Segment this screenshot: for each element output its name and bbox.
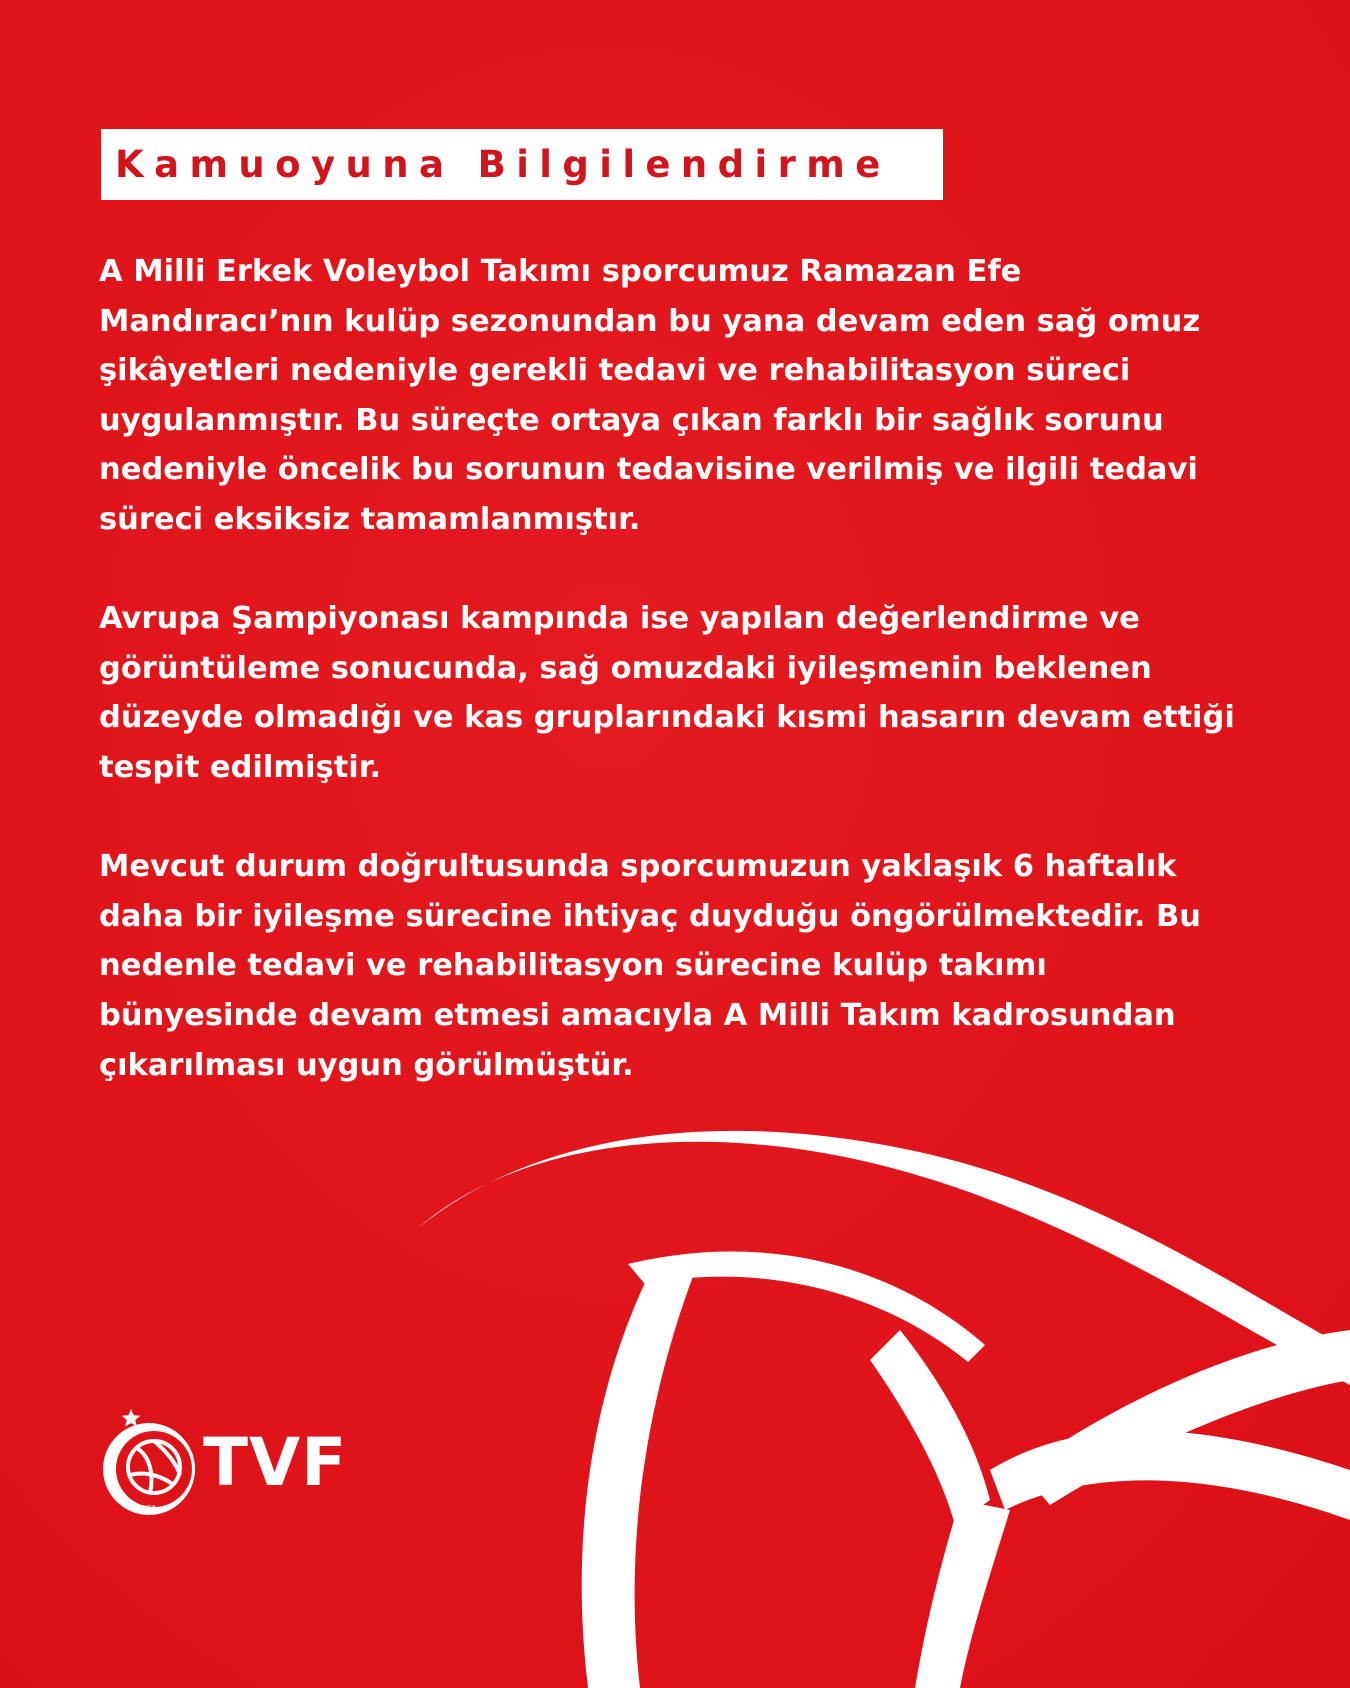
tvf-logo: [94, 1405, 364, 1515]
page-title: Kamuoyuna Bilgilendirme: [115, 143, 891, 186]
tvf-wordmark: TVF: [203, 1424, 348, 1501]
volleyball-star-icon: [94, 1405, 204, 1515]
paragraph-2: Avrupa Şampiyonası kampında ise yapılan değerlendirme ve görüntüleme sonucunda, sağ omuzdaki iyileşmenin beklenen düzeyde olmadığı ve kas gruplarındaki kısmi hasarın devam ettiği tespit edilmiştir.: [99, 601, 1235, 785]
paragraph-3: Mevcut durum doğrultusunda sporcumuzun yaklaşık 6 haftalık daha bir iyileşme sürecine ihtiyaç duyduğu öngörülmektedir. Bu nedenle tedavi ve rehabilitasyon sürecine kulüp takımı bünyesinde devam etmesi amacıyla A Milli Takım kadrosundan çıkarılması uygun görülmüştür.: [99, 849, 1201, 1083]
paragraph-1: A Milli Erkek Voleybol Takımı sporcumuz Ramazan Efe Mandıracı’nın kulüp sezonundan bu yana devam eden sağ omuz şikâyetleri nedeniyle gerekli tedavi ve rehabilitasyon süreci uygulanmıştır. Bu süreçte ortaya çıkan farklı bir sağlık sorunu nedeniyle öncelik bu sorunun tedavisine verilmiş ve ilgili tedavi süreci eksiksiz tamamlanmıştır.: [99, 254, 1201, 537]
announcement-body: [99, 247, 1249, 1140]
title-banner: [101, 129, 943, 200]
svg-text:1958: 1958: [142, 1505, 156, 1511]
